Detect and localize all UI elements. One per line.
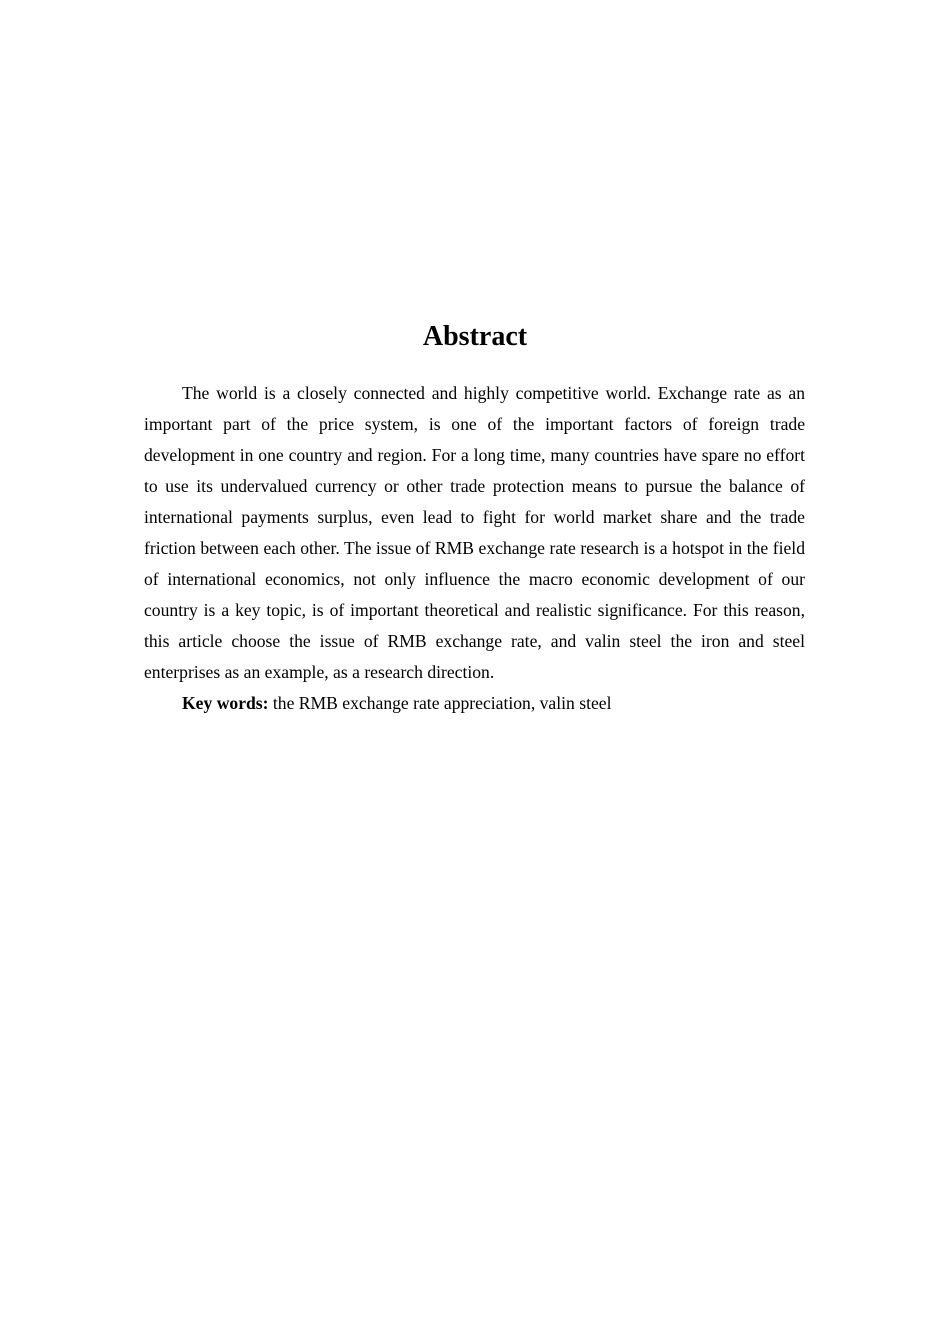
abstract-section bbox=[144, 378, 805, 719]
keywords-line bbox=[144, 688, 805, 719]
abstract-paragraph: The world is a closely connected and highly competitive world. Exchange rate as an important part of the price system, is one of the important factors of foreign trade development in one country and region. For a long time, many countries have spare no effort to use its undervalued currency or other trade protection means to pursue the balance of international payments surplus, even lead to fight for world market share and the trade friction between each other. The issue of RMB exchange rate research is a hotspot in the field of international economics, not only influence the macro economic development of our country is a key topic, is of important theoretical and realistic significance. For this reason, this article choose the issue of RMB exchange rate, and valin steel the iron and steel enterprises as an example, as a research direction. bbox=[144, 383, 805, 682]
keywords-value: the RMB exchange rate appreciation, valin steel bbox=[272, 693, 612, 713]
keywords-label: Key words: bbox=[182, 693, 269, 713]
page-title: Abstract bbox=[422, 321, 528, 352]
